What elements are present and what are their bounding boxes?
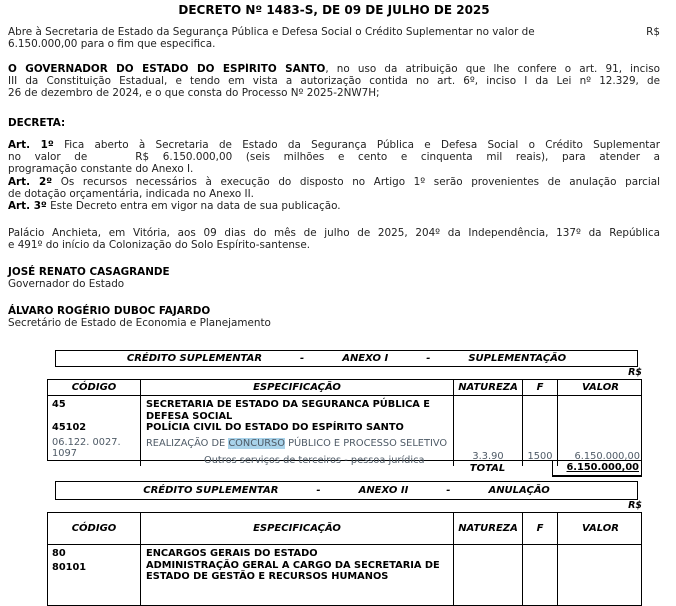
table-cell-line	[146, 560, 449, 582]
paragraph-art-1	[8, 139, 660, 176]
text-segment: Os recursos necessários à execução do disposto no Artigo 1º serão provenientes de anulação parcial	[52, 175, 660, 188]
column-header: NATUREZA	[454, 513, 523, 544]
table-cell-line	[146, 399, 449, 421]
table-title	[55, 481, 638, 500]
text-segment: DECRETA:	[8, 117, 66, 130]
text-segment: O GOVERNADOR DO ESTADO DO ESPÍRITO SANTO	[8, 62, 326, 75]
column-header: NATUREZA	[454, 380, 523, 395]
text-segment: 80	[52, 548, 66, 560]
table-cell-line	[52, 422, 138, 433]
text-segment: POLÍCIA CIVIL DO ESTADO DO ESPÍRITO SANTO	[146, 421, 404, 433]
currency-label: R$	[628, 500, 642, 512]
text-line	[8, 87, 660, 99]
text-line	[8, 26, 660, 38]
table-header	[47, 512, 642, 545]
table-body	[47, 395, 642, 467]
text-line	[8, 75, 660, 87]
paragraph-decreta	[8, 117, 660, 129]
table-cell-line	[52, 562, 138, 573]
table-cell-line	[52, 399, 138, 410]
signatory-role: Governador do Estado	[8, 278, 125, 291]
text-segment: 6.150.000,00 para o fim que especifica.	[8, 38, 216, 51]
text-segment: programação constante do Anexo I.	[8, 163, 194, 176]
table-title	[55, 350, 638, 367]
signatory-name: ÁLVARO ROGÉRIO DUBOC FAJARDO	[8, 304, 211, 317]
table-title-part: -	[426, 353, 431, 365]
cell-natureza	[454, 545, 523, 605]
text-segment: ENCARGOS GERAIS DO ESTADO	[146, 548, 318, 560]
text-line	[8, 117, 660, 129]
text-segment: Abre à Secretaria de Estado da Segurança Pública e Defesa Social o Crédito Suplementar no valor de	[8, 26, 535, 38]
cell-f: 1500	[523, 396, 558, 466]
line-gap	[87, 159, 135, 160]
table-cell-line	[52, 437, 138, 459]
text-line	[8, 163, 660, 175]
cell-codigo	[48, 545, 141, 605]
text-segment: Este Decreto entra em vigor na data de sua publicação.	[46, 200, 341, 213]
text-line	[8, 38, 660, 50]
text-segment: no valor de	[8, 151, 88, 164]
search-highlight: CONCURSO	[228, 437, 285, 449]
column-header: F	[523, 513, 558, 544]
line-spacer	[535, 26, 647, 38]
text-line	[8, 227, 660, 239]
text-segment: de dotação orçamentária, indicada no Anexo II.	[8, 187, 254, 200]
text-line	[8, 176, 660, 188]
table-title-part: SUPLEMENTAÇÃO	[468, 353, 567, 365]
signatory-role: Secretário de Estado de Economia e Planejamento	[8, 317, 271, 330]
table-cell-line	[146, 548, 449, 559]
column-header: CÓDIGO	[48, 380, 141, 395]
column-header: ESPECIFICAÇÃO	[141, 380, 454, 395]
table-header	[47, 379, 642, 396]
cell-codigo	[48, 396, 141, 466]
text-segment: R$ 6.150.000,00 (seis milhões e cento e cinquenta mil reais), para atender a	[135, 151, 660, 164]
paragraph-preamble	[8, 26, 660, 51]
text-segment: Palácio Anchieta, em Vitória, aos 09 dias do mês de julho de 2025, 204º da Independência, 137º da República	[8, 226, 660, 239]
cell-valor	[558, 545, 643, 605]
text-segment: Art. 3º	[8, 200, 47, 213]
text-segment: PÚBLICO E PROCESSO SELETIVO	[284, 437, 448, 449]
table-title-part: -	[300, 353, 305, 365]
table-title-part: CRÉDITO SUPLEMENTAR	[126, 353, 263, 365]
cell-f	[523, 545, 558, 605]
text-segment: e 491º do início da Colonização do Solo Espírito-santense.	[8, 238, 311, 251]
table-title-part: ANULAÇÃO	[488, 485, 550, 497]
annex-tables	[47, 350, 642, 606]
text-line	[8, 63, 660, 75]
paragraph-art-2	[8, 176, 660, 201]
table-cell-line	[146, 422, 449, 433]
text-line	[8, 139, 660, 151]
text-segment: R$	[646, 26, 660, 38]
decree-title: DECRETO Nº 1483-S, DE 09 DE JULHO DE 2025	[178, 3, 490, 17]
column-header: F	[523, 380, 558, 395]
text-segment: Art. 1º	[8, 138, 54, 151]
paragraph-governor-preamble	[8, 63, 660, 100]
text-segment: Outros serviços de terceiros - pessoa jurídica	[204, 455, 425, 467]
text-segment: 80101	[52, 561, 87, 573]
paragraph-closing	[8, 227, 660, 252]
total-row	[47, 461, 642, 477]
total-label: TOTAL	[469, 463, 506, 475]
cell-valor: 6.150.000,00	[574, 451, 640, 463]
text-segment: SECRETARIA DE ESTADO DA SEGURANCA PÚBLICA E DEFESA SOCIAL	[146, 399, 430, 422]
paragraphs	[8, 26, 660, 251]
annex-2-table	[47, 481, 642, 606]
text-segment: Art. 2º	[8, 175, 53, 188]
cell-especificacao	[141, 545, 454, 605]
text-line	[8, 188, 660, 200]
column-header: ESPECIFICAÇÃO	[141, 513, 454, 544]
table-body	[47, 544, 642, 606]
text-segment: ADMINISTRAÇÃO GERAL A CARGO DA SECRETARIA DE ESTADO DE GESTÃO E RECURSOS HUMANOS	[146, 559, 440, 582]
table-cell-line	[146, 438, 449, 449]
text-line	[8, 151, 660, 163]
text-segment: , no uso da atribuição que lhe confere o art. 91, inciso	[325, 62, 660, 75]
cell-especificacao	[141, 396, 454, 466]
currency-label: R$	[628, 367, 642, 379]
text-segment: 45	[52, 399, 66, 411]
cell-natureza: 3.3.90	[454, 396, 523, 466]
total-value: 6.150.000,00	[552, 461, 642, 477]
column-header: CÓDIGO	[48, 513, 141, 544]
table-title-part: -	[446, 485, 451, 497]
paragraph-art-3	[8, 200, 660, 212]
text-segment: Fica aberto à Secretaria de Estado da Segurança Pública e Defesa Social o Crédito Suplementar	[53, 138, 660, 151]
table-title-part: ANEXO II	[358, 485, 409, 497]
text-line	[8, 239, 660, 251]
table-title-part: ANEXO I	[342, 353, 389, 365]
text-segment: 26 de dezembro de 2024, e o que consta do Processo Nº 2025-2NW7H;	[8, 87, 380, 100]
signature-secretary	[8, 305, 660, 330]
signature-governor	[8, 266, 660, 291]
table-title-part: -	[316, 485, 321, 497]
text-segment: 45102	[52, 421, 87, 433]
column-header: VALOR	[581, 382, 620, 394]
text-segment: III da Constituição Estadual, e tendo em vista a autorização contida no art. 6º, inciso I da Lei nº 12.329, de	[8, 74, 660, 87]
text-segment: REALIZAÇÃO DE	[146, 437, 229, 449]
text-segment: 06.122. 0027. 1097	[52, 436, 121, 459]
text-line	[8, 200, 660, 212]
table-cell-line	[52, 548, 138, 559]
column-header: VALOR	[581, 523, 620, 535]
annex-1-table	[47, 350, 642, 477]
signatory-name: JOSÉ RENATO CASAGRANDE	[8, 266, 170, 279]
table-title-part: CRÉDITO SUPLEMENTAR	[143, 485, 279, 497]
